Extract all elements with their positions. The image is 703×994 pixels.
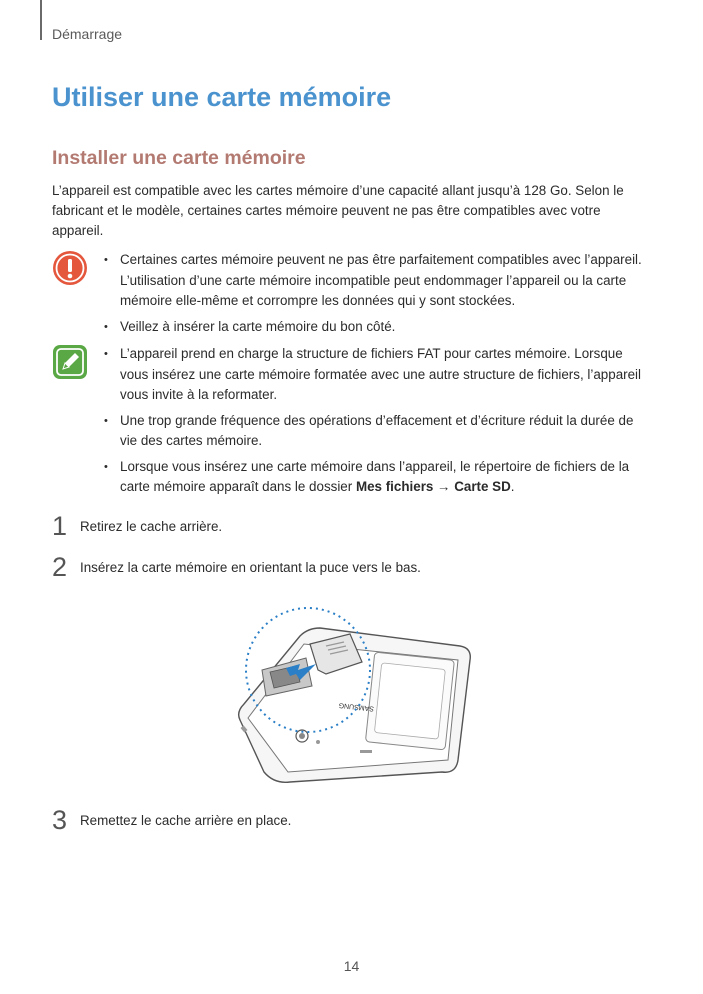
section-subtitle: Installer une carte mémoire (52, 147, 306, 169)
step-number: 2 (52, 552, 68, 582)
step-text: Remettez le cache arrière en place. (80, 813, 292, 828)
header-rule (40, 0, 42, 40)
brand-text: SAMSUNG (338, 701, 375, 712)
step-text: Retirez le cache arrière. (80, 519, 223, 534)
folder-name: Mes fichiers (355, 479, 434, 494)
step-text: Insérez la carte mémoire en orientant la puce vers le bas. (80, 560, 421, 575)
step-number: 3 (52, 805, 68, 835)
list-item: • Lorsque vous insérez une carte mémoire dans l’appareil, le répertoire de fichiers de la carte mémoire apparaît dans le dossier Mes fichiers → Carte SD. (104, 458, 630, 494)
intro-paragraph: L’appareil est compatible avec les cartes mémoire d’une capacité allant jusqu’à 128 Go. Selon le fabricant et le modèle, certaines cartes mémoire peuvent ne pas être compatibles avec votre appareil. (52, 183, 624, 238)
note-pencil-icon (52, 344, 88, 380)
list-item: • Veillez à insérer la carte mémoire du bon côté. (104, 318, 396, 334)
section-label: Démarrage (52, 26, 123, 42)
note-list (100, 344, 652, 503)
warning-list (100, 250, 652, 342)
list-item: • L’appareil prend en charge la structure de fichiers FAT pour cartes mémoire. Lorsque vous insérez une carte mémoire formatée avec une autre structure de fichiers, l’appareil vous invite à la reformater. (104, 346, 641, 402)
device-illustration (230, 600, 490, 788)
list-item: • Certaines cartes mémoire peuvent ne pas être parfaitement compatibles avec l’appareil. L’utilisation d’une carte mémoire incompatible peut endommager l’appareil ou la carte mémoire elle-même et corrompre les données qui y sont stockées. (104, 252, 642, 308)
page-number: 14 (343, 958, 360, 974)
page-title: Utiliser une carte mémoire (52, 82, 392, 112)
warning-icon (52, 250, 88, 286)
list-item: • Une trop grande fréquence des opérations d’effacement et d’écriture réduit la durée de vie des cartes mémoire. (104, 412, 634, 448)
step-number: 1 (52, 511, 68, 541)
folder-target: Carte SD (454, 479, 511, 494)
